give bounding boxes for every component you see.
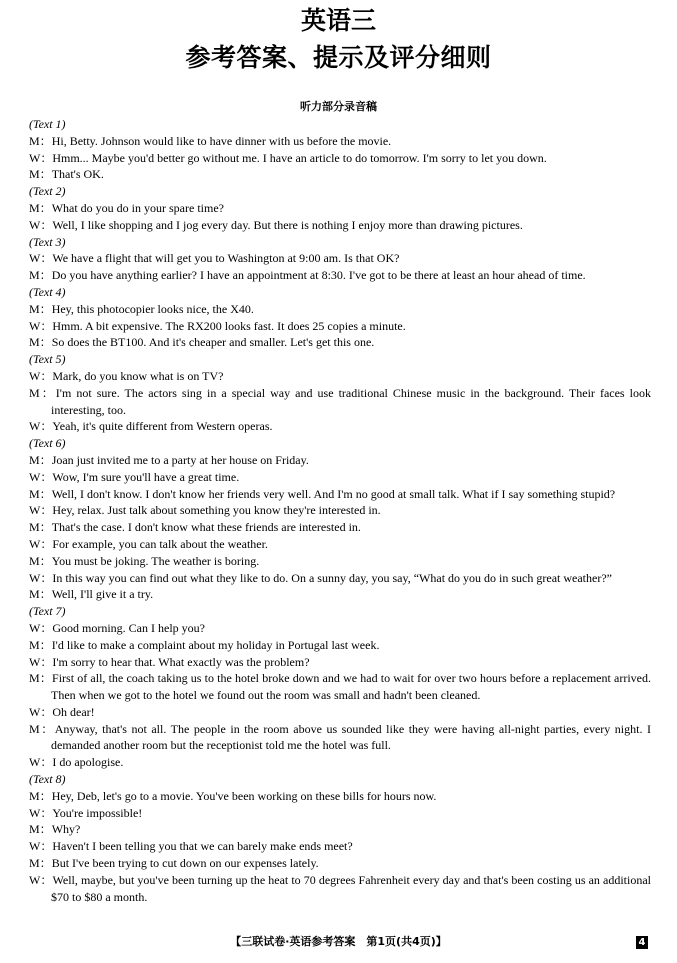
dialogue-text: We have a flight that will get you to Washington at 9:00 am. Is that OK? bbox=[52, 251, 400, 266]
speaker-separator: ： bbox=[39, 671, 53, 686]
dialogue-text: Hey, relax. Just talk about something you know they're interested in. bbox=[52, 503, 381, 518]
speaker-separator: ： bbox=[40, 872, 53, 887]
speaker-label: W bbox=[29, 251, 41, 266]
dialogue-text: So does the BT100. And it's cheaper and smaller. Let's get this one. bbox=[51, 335, 375, 350]
speaker-separator: ： bbox=[40, 318, 53, 333]
dialogue-line bbox=[29, 418, 651, 435]
dialogue-line bbox=[29, 570, 651, 587]
dialogue-text: I'm sorry to hear that. What exactly was the problem? bbox=[52, 654, 310, 669]
dialogue-text: Well, I don't know. I don't know her friends very well. And I'm no good at small talk. What if I say something stupid? bbox=[51, 486, 616, 501]
dialogue-text: You must be joking. The weather is boring. bbox=[51, 553, 260, 568]
dialogue-text: First of all, the coach taking us to the hotel broke down and we had to wait for over two hours before a replacement arrived. Then when we got to the hotel we found out the room was small and hadn't been cleaned. bbox=[51, 671, 651, 703]
speaker-label: W bbox=[29, 704, 41, 719]
dialogue-line bbox=[29, 553, 651, 570]
speaker-label: W bbox=[29, 755, 41, 770]
dialogue-line bbox=[29, 637, 651, 654]
speaker-separator: ： bbox=[40, 368, 53, 383]
speaker-separator: ： bbox=[39, 553, 52, 568]
speaker-separator: ： bbox=[40, 217, 53, 232]
speaker-label: W bbox=[29, 368, 41, 383]
speaker-separator: ： bbox=[39, 486, 52, 501]
speaker-separator: ： bbox=[39, 721, 55, 736]
dialogue-text: Mark, do you know what is on TV? bbox=[52, 368, 224, 383]
transcript bbox=[29, 116, 651, 905]
dialogue-text: I'm not sure. The actors sing in a special way and use traditional Chinese music in the background. Their faces look interesting, too. bbox=[51, 385, 651, 417]
speaker-label: W bbox=[29, 318, 41, 333]
dialogue-text: Hey, this photocopier looks nice, the X40. bbox=[51, 301, 254, 316]
dialogue-text: I'd like to make a complaint about my holiday in Portugal last week. bbox=[51, 637, 380, 652]
speaker-label: M bbox=[29, 637, 40, 652]
dialogue-line bbox=[29, 368, 651, 385]
speaker-label: M bbox=[29, 385, 40, 400]
speaker-separator: ： bbox=[39, 301, 52, 316]
dialogue-line bbox=[29, 788, 651, 805]
speaker-label: W bbox=[29, 469, 41, 484]
dialogue-line bbox=[29, 838, 651, 855]
text-label: (Text 8) bbox=[29, 772, 66, 787]
text-label: (Text 6) bbox=[29, 436, 66, 451]
dialogue-line bbox=[29, 334, 651, 351]
speaker-separator: ： bbox=[39, 200, 52, 215]
dialogue-line bbox=[29, 250, 651, 267]
speaker-separator: ： bbox=[39, 587, 52, 602]
speaker-label: W bbox=[29, 150, 41, 165]
speaker-separator: ： bbox=[40, 839, 53, 854]
dialogue-line bbox=[29, 821, 651, 838]
dialogue-line bbox=[29, 200, 651, 217]
section-title: 听力部分录音稿 bbox=[300, 100, 377, 113]
dialogue-line bbox=[29, 301, 651, 318]
speaker-label: W bbox=[29, 620, 41, 635]
page-subtitle: 参考答案、提示及评分细则 bbox=[185, 43, 492, 72]
speaker-label: M bbox=[29, 486, 40, 501]
speaker-separator: ： bbox=[40, 469, 53, 484]
page-badge: 4 bbox=[636, 936, 648, 949]
speaker-separator: ： bbox=[40, 536, 53, 551]
dialogue-line bbox=[29, 670, 651, 704]
dialogue-line bbox=[29, 502, 651, 519]
dialogue-text: Anyway, that's not all. The people in the room above us sounded like they were having all-night parties, every night. I demanded another room but the receptionist told me the hotel was full. bbox=[51, 721, 651, 753]
speaker-label: M bbox=[29, 268, 40, 283]
dialogue-line bbox=[29, 385, 651, 419]
dialogue-line bbox=[29, 620, 651, 637]
dialogue-text: Hi, Betty. Johnson would like to have dinner with us before the movie. bbox=[51, 133, 392, 148]
speaker-label: W bbox=[29, 872, 41, 887]
page-footer: 【三联试卷·英语参考答案 第1页(共4页)】 bbox=[230, 935, 447, 948]
speaker-separator: ： bbox=[39, 520, 52, 535]
dialogue-line bbox=[29, 217, 651, 234]
dialogue-text: You're impossible! bbox=[52, 805, 143, 820]
speaker-separator: ： bbox=[40, 150, 53, 165]
speaker-separator: ： bbox=[39, 167, 52, 182]
speaker-separator: ： bbox=[39, 385, 56, 400]
speaker-separator: ： bbox=[39, 268, 52, 283]
speaker-separator: ： bbox=[39, 856, 52, 871]
speaker-label: M bbox=[29, 553, 40, 568]
dialogue-line bbox=[29, 486, 651, 503]
speaker-label: W bbox=[29, 570, 41, 585]
dialogue-line bbox=[29, 754, 651, 771]
speaker-label: M bbox=[29, 671, 40, 686]
speaker-label: M bbox=[29, 301, 40, 316]
speaker-label: W bbox=[29, 536, 41, 551]
dialogue-text: Hmm. A bit expensive. The RX200 looks fast. It does 25 copies a minute. bbox=[52, 318, 406, 333]
speaker-label: M bbox=[29, 167, 40, 182]
dialogue-line bbox=[29, 704, 651, 721]
speaker-separator: ： bbox=[39, 335, 52, 350]
speaker-label: W bbox=[29, 654, 41, 669]
page-title: 英语三 bbox=[300, 6, 376, 35]
speaker-separator: ： bbox=[39, 133, 52, 148]
dialogue-line bbox=[29, 452, 651, 469]
speaker-separator: ： bbox=[39, 637, 52, 652]
dialogue-line bbox=[29, 318, 651, 335]
dialogue-line bbox=[29, 150, 651, 167]
text-label: (Text 5) bbox=[29, 352, 66, 367]
dialogue-text: Why? bbox=[51, 822, 81, 837]
text-label: (Text 4) bbox=[29, 284, 66, 299]
dialogue-line bbox=[29, 166, 651, 183]
dialogue-line bbox=[29, 872, 651, 906]
speaker-label: M bbox=[29, 788, 40, 803]
speaker-separator: ： bbox=[40, 620, 53, 635]
speaker-label: M bbox=[29, 200, 40, 215]
dialogue-text: Haven't I been telling you that we can barely make ends meet? bbox=[52, 839, 353, 854]
dialogue-text: Wow, I'm sure you'll have a great time. bbox=[52, 469, 240, 484]
dialogue-text: Well, I'll give it a try. bbox=[51, 587, 154, 602]
speaker-separator: ： bbox=[40, 805, 53, 820]
dialogue-line bbox=[29, 855, 651, 872]
dialogue-line bbox=[29, 536, 651, 553]
text-label: (Text 2) bbox=[29, 184, 66, 199]
speaker-separator: ： bbox=[39, 452, 52, 467]
dialogue-line bbox=[29, 133, 651, 150]
dialogue-text: Well, maybe, but you've been turning up the heat to 70 degrees Fahrenheit every day and that's been costing us an additional $70 to $80 a month. bbox=[51, 872, 651, 904]
dialogue-text: Hey, Deb, let's go to a movie. You've been working on these bills for hours now. bbox=[51, 788, 437, 803]
speaker-label: M bbox=[29, 721, 40, 736]
speaker-separator: ： bbox=[39, 822, 52, 837]
speaker-separator: ： bbox=[40, 419, 53, 434]
speaker-separator: ： bbox=[40, 654, 53, 669]
speaker-label: M bbox=[29, 520, 40, 535]
dialogue-text: Do you have anything earlier? I have an appointment at 8:30. I've got to be there at least an hour ahead of time. bbox=[51, 268, 586, 283]
dialogue-text: But I've been trying to cut down on our expenses lately. bbox=[51, 856, 319, 871]
dialogue-line bbox=[29, 654, 651, 671]
dialogue-text: That's the case. I don't know what these friends are interested in. bbox=[51, 520, 361, 535]
speaker-label: M bbox=[29, 856, 40, 871]
dialogue-text: Yeah, it's quite different from Western operas. bbox=[52, 419, 273, 434]
speaker-label: W bbox=[29, 419, 41, 434]
speaker-label: W bbox=[29, 217, 41, 232]
dialogue-text: Well, I like shopping and I jog every day. But there is nothing I enjoy more than drawing pictures. bbox=[52, 217, 523, 232]
dialogue-line bbox=[29, 586, 651, 603]
dialogue-text: For example, you can talk about the weather. bbox=[52, 536, 268, 551]
dialogue-line bbox=[29, 519, 651, 536]
dialogue-text: What do you do in your spare time? bbox=[51, 200, 224, 215]
dialogue-text: Good morning. Can I help you? bbox=[52, 620, 205, 635]
speaker-label: M bbox=[29, 335, 40, 350]
speaker-label: M bbox=[29, 587, 40, 602]
dialogue-line bbox=[29, 469, 651, 486]
speaker-label: M bbox=[29, 452, 40, 467]
speaker-label: M bbox=[29, 822, 40, 837]
speaker-label: W bbox=[29, 839, 41, 854]
speaker-separator: ： bbox=[40, 755, 53, 770]
speaker-separator: ： bbox=[40, 704, 53, 719]
dialogue-line bbox=[29, 267, 651, 284]
dialogue-text: I do apologise. bbox=[52, 755, 124, 770]
text-label: (Text 3) bbox=[29, 234, 66, 249]
dialogue-line bbox=[29, 721, 651, 755]
dialogue-line bbox=[29, 805, 651, 822]
dialogue-text: Oh dear! bbox=[52, 704, 95, 719]
speaker-label: W bbox=[29, 503, 41, 518]
speaker-separator: ： bbox=[40, 503, 53, 518]
speaker-label: W bbox=[29, 805, 41, 820]
speaker-label: M bbox=[29, 133, 40, 148]
dialogue-text: Joan just invited me to a party at her house on Friday. bbox=[51, 452, 309, 467]
dialogue-text: In this way you can find out what they like to do. On a sunny day, you say, “What do you do in such great weather?” bbox=[52, 570, 612, 585]
speaker-separator: ： bbox=[39, 788, 52, 803]
dialogue-text: That's OK. bbox=[51, 167, 104, 182]
dialogue-text: Hmm... Maybe you'd better go without me. I have an article to do tomorrow. I'm sorry to let you down. bbox=[52, 150, 547, 165]
speaker-separator: ： bbox=[40, 570, 53, 585]
speaker-separator: ： bbox=[40, 251, 53, 266]
text-label: (Text 7) bbox=[29, 604, 66, 619]
text-label: (Text 1) bbox=[29, 117, 66, 131]
